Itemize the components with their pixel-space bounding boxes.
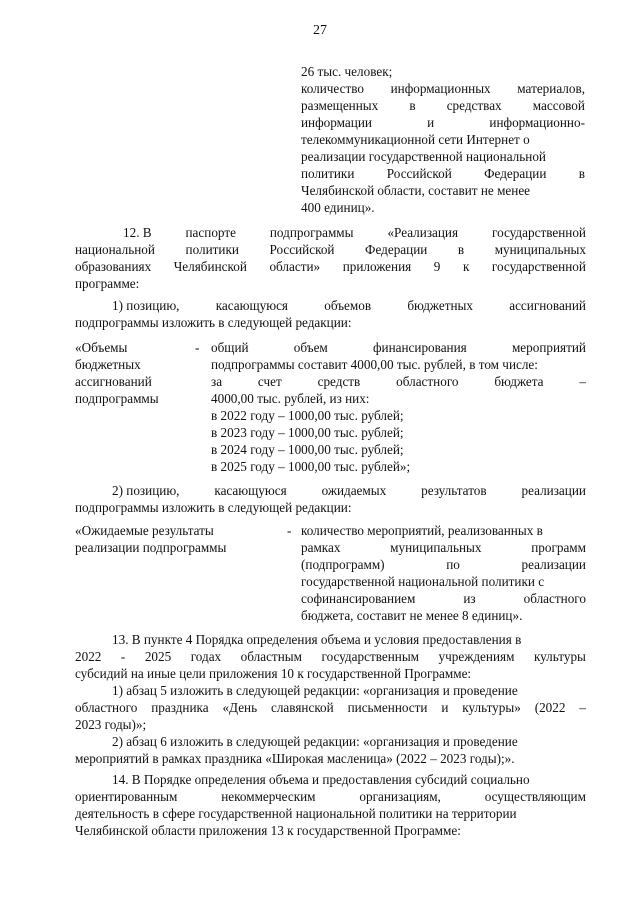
- text-line: [75, 682, 586, 699]
- word: и: [441, 700, 449, 715]
- item-12-1-paragraph: [75, 297, 586, 331]
- text-line: [301, 165, 585, 182]
- text-line: [211, 339, 586, 356]
- page-number: 27: [313, 23, 327, 38]
- word: 13. В пункте 4 Порядка определения объема и условия предоставления в: [112, 632, 522, 647]
- word: информационных: [390, 81, 491, 96]
- text-line: [75, 631, 586, 648]
- word: объемов: [324, 298, 372, 313]
- volumes-label: [75, 339, 195, 407]
- text-line: [75, 482, 586, 499]
- word: счет: [257, 374, 282, 389]
- results-text: [301, 522, 586, 624]
- item-12-2-paragraph: [75, 482, 586, 516]
- text-line: [75, 648, 586, 665]
- word: 1) позицию,: [112, 298, 180, 313]
- word: области»: [269, 259, 321, 274]
- word: мероприятий в рамках праздника «Широкая масленица» (2022 – 2023 годы);».: [75, 751, 515, 766]
- word: –: [579, 700, 586, 715]
- text-line: «Объемы: [75, 340, 128, 355]
- text-line: [75, 224, 586, 241]
- word: реализации: [521, 483, 586, 498]
- word: государственной национальной политики с: [301, 574, 545, 589]
- text-line: [301, 182, 585, 199]
- text-line: [301, 148, 585, 165]
- word: культуры: [533, 649, 586, 664]
- word: касающуюся: [214, 483, 287, 498]
- word: телекоммуникационной сети Интернет о: [301, 132, 530, 147]
- text-line: [301, 114, 585, 131]
- word: ожидаемых: [321, 483, 387, 498]
- text-line: [75, 314, 586, 331]
- word: информационно-: [489, 115, 585, 130]
- word: «Реализация: [387, 225, 459, 240]
- text-line: [301, 590, 586, 607]
- results-dash: -: [287, 523, 292, 538]
- item-12-paragraph: [75, 224, 586, 292]
- word: средствах: [446, 98, 502, 113]
- word: славянской: [271, 700, 334, 715]
- text-line: реализации подпрограммы: [75, 540, 227, 555]
- volumes-text: [211, 339, 586, 475]
- word: 2) позицию,: [112, 483, 180, 498]
- item-14-paragraph: [75, 771, 586, 839]
- word: 4000,00 тыс. рублей, из них:: [211, 391, 370, 406]
- text-line: [75, 716, 586, 733]
- word: софинансированием: [301, 591, 416, 606]
- word: Российской: [386, 166, 452, 181]
- word: размещенных: [301, 98, 379, 113]
- word: подпрограммы составит 4000,00 тыс. рублей, в том числе:: [211, 357, 538, 372]
- word: рамках: [301, 540, 341, 555]
- word: за: [211, 374, 223, 389]
- word: 2) абзац 6 изложить в следующей редакции: «организация и проведение: [112, 734, 518, 749]
- text-line: [301, 199, 585, 216]
- word: культуры»: [462, 700, 521, 715]
- word: 26 тыс. человек;: [301, 64, 393, 79]
- word: осуществляющим: [484, 789, 586, 804]
- word: средств: [317, 374, 361, 389]
- word: из: [463, 591, 476, 606]
- text-line: подпрограммы: [75, 391, 159, 406]
- word: в: [409, 98, 416, 113]
- word: паспорте: [185, 225, 236, 240]
- word: областного: [396, 374, 459, 389]
- text-line: [75, 805, 586, 822]
- word: годах: [190, 649, 222, 664]
- word: по: [446, 557, 460, 572]
- word: реализации государственной национальной: [301, 149, 546, 164]
- word: (подпрограмм): [301, 557, 385, 572]
- word: 14. В Порядке определения объема и предоставления субсидий социально: [112, 772, 530, 787]
- word: областного: [523, 591, 586, 606]
- word: программе:: [75, 276, 140, 291]
- word: финансирования: [372, 340, 467, 355]
- word: в 2022 году – 1000,00 тыс. рублей;: [211, 408, 404, 423]
- word: некоммерческим: [221, 789, 316, 804]
- text-line: [211, 390, 586, 407]
- word: политики: [301, 166, 355, 181]
- word: –: [579, 374, 586, 389]
- text-line: [75, 750, 586, 767]
- text-line: «Ожидаемые результаты: [75, 523, 214, 538]
- word: мероприятий: [511, 340, 586, 355]
- item-13-paragraph: [75, 631, 586, 767]
- word: учреждениям: [438, 649, 515, 664]
- word: 12. В: [123, 225, 152, 240]
- word: в 2024 году – 1000,00 тыс. рублей;: [211, 442, 404, 457]
- text-line: [75, 699, 586, 716]
- word: в 2025 году – 1000,00 тыс. рублей»;: [211, 459, 411, 474]
- word: субсидий на иные цели приложения 10 к государственной Программе:: [75, 666, 472, 681]
- results-label: [75, 522, 275, 556]
- word: программ: [531, 540, 586, 555]
- word: муниципальных: [390, 540, 482, 555]
- word: массовой: [532, 98, 585, 113]
- word: Российской: [269, 242, 335, 257]
- text-line: [75, 241, 586, 258]
- word: политики: [185, 242, 239, 257]
- text-line: ассигнований: [75, 374, 152, 389]
- word: бюджета, составит не менее 8 единиц».: [301, 608, 523, 623]
- word: подпрограммы изложить в следующей редакции:: [75, 315, 352, 330]
- word: -: [120, 649, 126, 664]
- word: и: [427, 115, 435, 130]
- word: 1) абзац 5 изложить в следующей редакции: «организация и проведение: [112, 683, 518, 698]
- word: общий: [211, 340, 249, 355]
- text-line: [75, 297, 586, 314]
- text-line: [211, 458, 586, 475]
- word: Федерации: [365, 242, 428, 257]
- word: 2023 годы)»;: [75, 717, 147, 732]
- text-line: [211, 373, 586, 390]
- text-line: [211, 407, 586, 424]
- word: бюджетных: [407, 298, 473, 313]
- word: письменности: [347, 700, 428, 715]
- text-line: [301, 80, 585, 97]
- text-line: бюджетных: [75, 357, 141, 372]
- word: подпрограммы изложить в следующей редакции:: [75, 500, 352, 515]
- text-line: [301, 97, 585, 114]
- text-line: [75, 771, 586, 788]
- word: в 2023 году – 1000,00 тыс. рублей;: [211, 425, 404, 440]
- word: результатов: [421, 483, 487, 498]
- word: 2022: [75, 649, 102, 664]
- word: Челябинской области, составит не менее: [301, 183, 531, 198]
- text-line: [301, 607, 586, 624]
- text-line: [75, 258, 586, 275]
- word: 2025: [144, 649, 172, 664]
- word: (2022: [534, 700, 566, 715]
- text-line: [75, 733, 586, 750]
- word: материалов,: [517, 81, 585, 96]
- word: государственным: [321, 649, 420, 664]
- word: касающуюся: [215, 298, 289, 313]
- word: государственной: [491, 225, 586, 240]
- word: ориентированным: [75, 789, 178, 804]
- text-line: [301, 573, 586, 590]
- word: подпрограммы: [269, 225, 354, 240]
- word: национальной: [75, 242, 155, 257]
- word: праздника: [151, 700, 209, 715]
- word: 9: [433, 259, 441, 274]
- word: областным: [240, 649, 302, 664]
- word: количество мероприятий, реализованных в: [301, 523, 543, 538]
- text-line: [211, 441, 586, 458]
- word: реализации: [521, 557, 586, 572]
- word: количество: [301, 81, 364, 96]
- word: объем: [293, 340, 328, 355]
- continuation-block: [301, 63, 585, 216]
- word: ассигнований: [509, 298, 586, 313]
- text-line: [75, 788, 586, 805]
- volumes-dash: -: [195, 340, 200, 355]
- word: Челябинской: [173, 259, 247, 274]
- word: приложения: [342, 259, 412, 274]
- text-line: [75, 822, 586, 839]
- word: деятельность в сфере государственной национальной политики на территории: [75, 806, 517, 821]
- text-line: [75, 665, 586, 682]
- text-line: [75, 275, 586, 292]
- text-line: [301, 522, 586, 539]
- word: «День: [222, 700, 258, 715]
- word: Федерации: [484, 166, 547, 181]
- text-line: [211, 424, 586, 441]
- word: информации: [301, 115, 372, 130]
- text-line: [75, 499, 586, 516]
- text-line: [301, 539, 586, 556]
- word: государственной: [491, 259, 586, 274]
- word: образованиях: [75, 259, 152, 274]
- text-line: [211, 356, 586, 373]
- word: бюджета: [494, 374, 544, 389]
- text-line: [301, 556, 586, 573]
- word: организациям,: [359, 789, 441, 804]
- word: в: [457, 242, 465, 257]
- word: областного: [75, 700, 138, 715]
- text-line: [301, 63, 585, 80]
- text-line: [301, 131, 585, 148]
- word: к: [462, 259, 470, 274]
- word: 400 единиц».: [301, 200, 375, 215]
- word: Челябинской области приложения 13 к государственной Программе:: [75, 823, 461, 838]
- word: в: [578, 166, 585, 181]
- word: муниципальных: [494, 242, 586, 257]
